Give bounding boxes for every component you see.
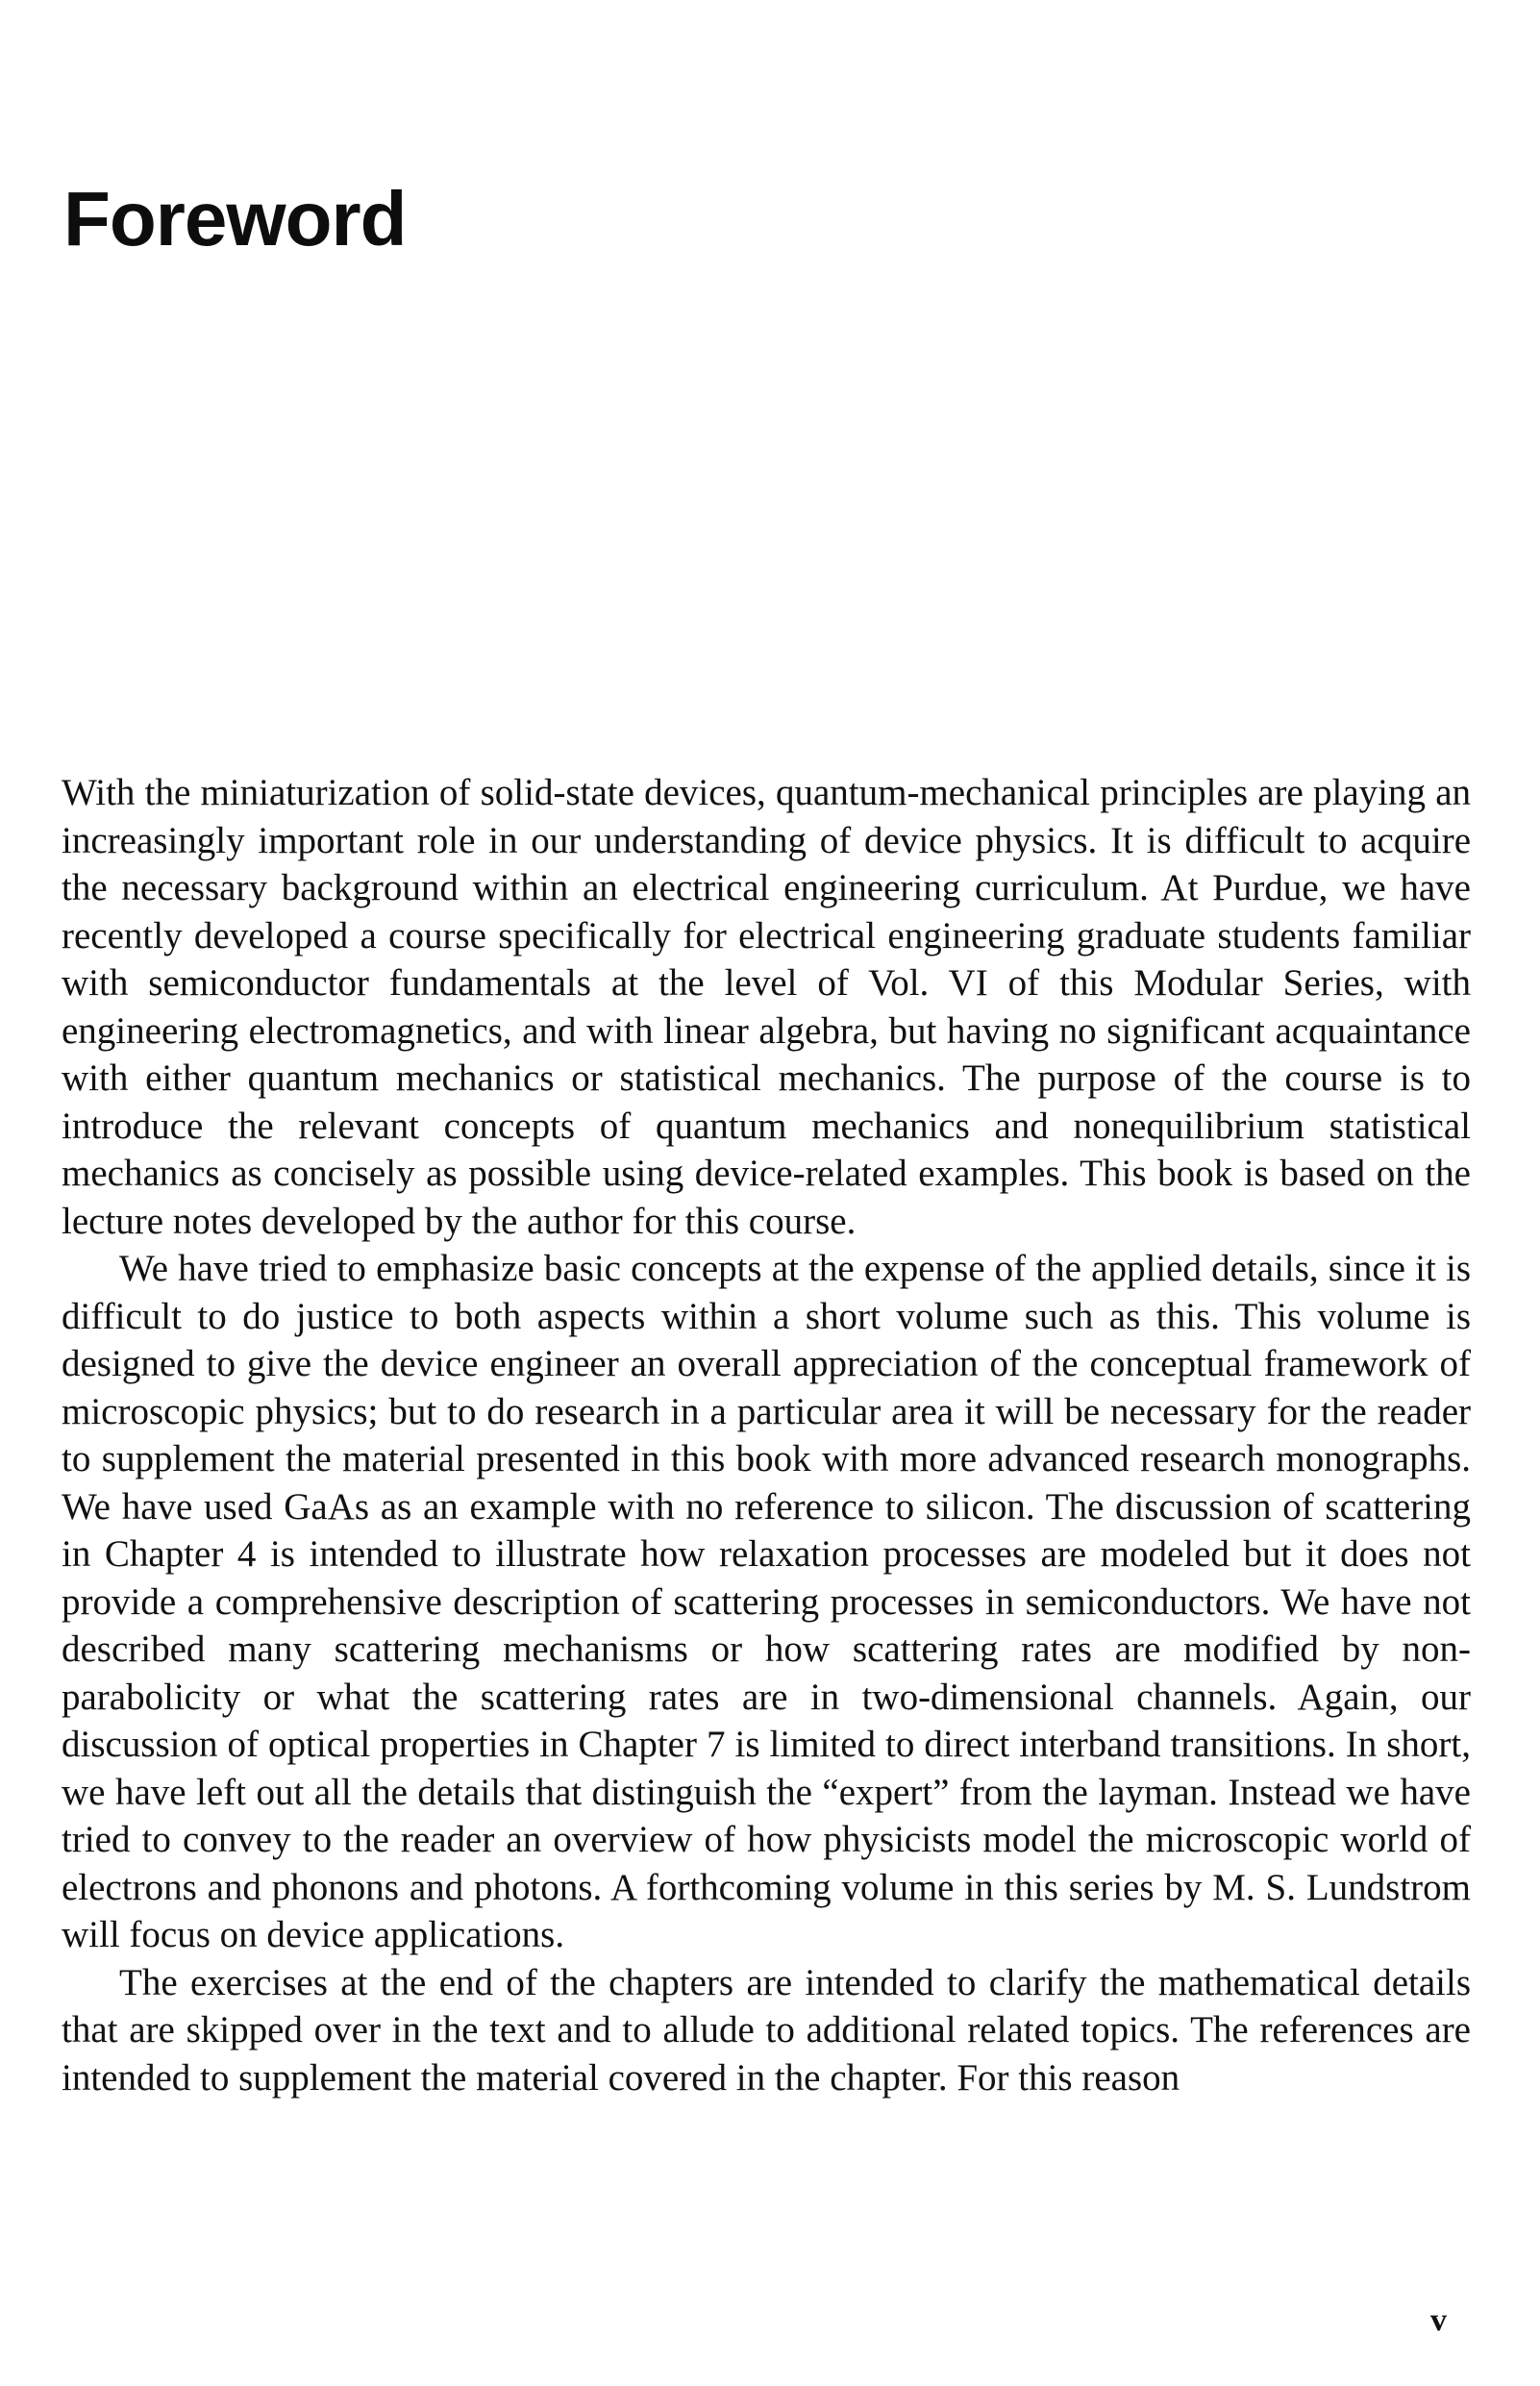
page-title: Foreword — [63, 176, 407, 261]
page-number: v — [1430, 2302, 1447, 2338]
paragraph-2: We have tried to emphasize basic concepts at the expense of the applied details, since it is difficult to do justice to both aspects within a short volume such as this. This volume is designed to give the device engineer an overall appreciation of the conceptual framework of microscopic physics; but to do research in a particular area it will be necessary for the reader to supplement the material presented in this book with more advanced research monographs. We have used GaAs as an example with no reference to silicon. The discussion of scattering in Chapter 4 is intended to illustrate how relaxation processes are modeled but it does not provide a comprehensive description of scattering processes in semiconductors. We have not described many scattering mechanisms or how scattering rates are modified by non-parabolicity or what the scattering rates are in two-dimensional channels. Again, our discussion of optical properties in Chapter 7 is limited to direct interband transitions. In short, we have left out all the details that distinguish the “expert” from the layman. Instead we have tried to convey to the reader an overview of how physicists model the microscopic world of electrons and phonons and photons. A forthcoming volume in this series by M. S. Lundstrom will focus on device applications. — [62, 1248, 1471, 1955]
paragraph-1: With the miniaturization of solid-state devices, quantum-mechanical principles are playing an increasingly important role in our understanding of device physics. It is difficult to acquire the necessary background within an electrical engineering curriculum. At Purdue, we have recently developed a course specifically for electrical engineering graduate students familiar with semiconductor fundamentals at the level of Vol. VI of this Modular Series, with engineering electromagnetics, and with linear algebra, but having no significant acquaintance with either quantum mechanics or statistical mechanics. The purpose of the course is to introduce the relevant concepts of quantum mechanics and nonequilibrium statistical mechanics as concisely as possible using device-related examples. This book is based on the lecture notes developed by the author for this course. — [62, 772, 1471, 1242]
foreword-body — [62, 769, 1471, 2101]
paragraph-3: The exercises at the end of the chapters are intended to clarify the mathematical details that are skipped over in the text and to allude to additional related topics. The references are intended to supplement the material covered in the chapter. For this reason — [62, 1961, 1471, 2099]
